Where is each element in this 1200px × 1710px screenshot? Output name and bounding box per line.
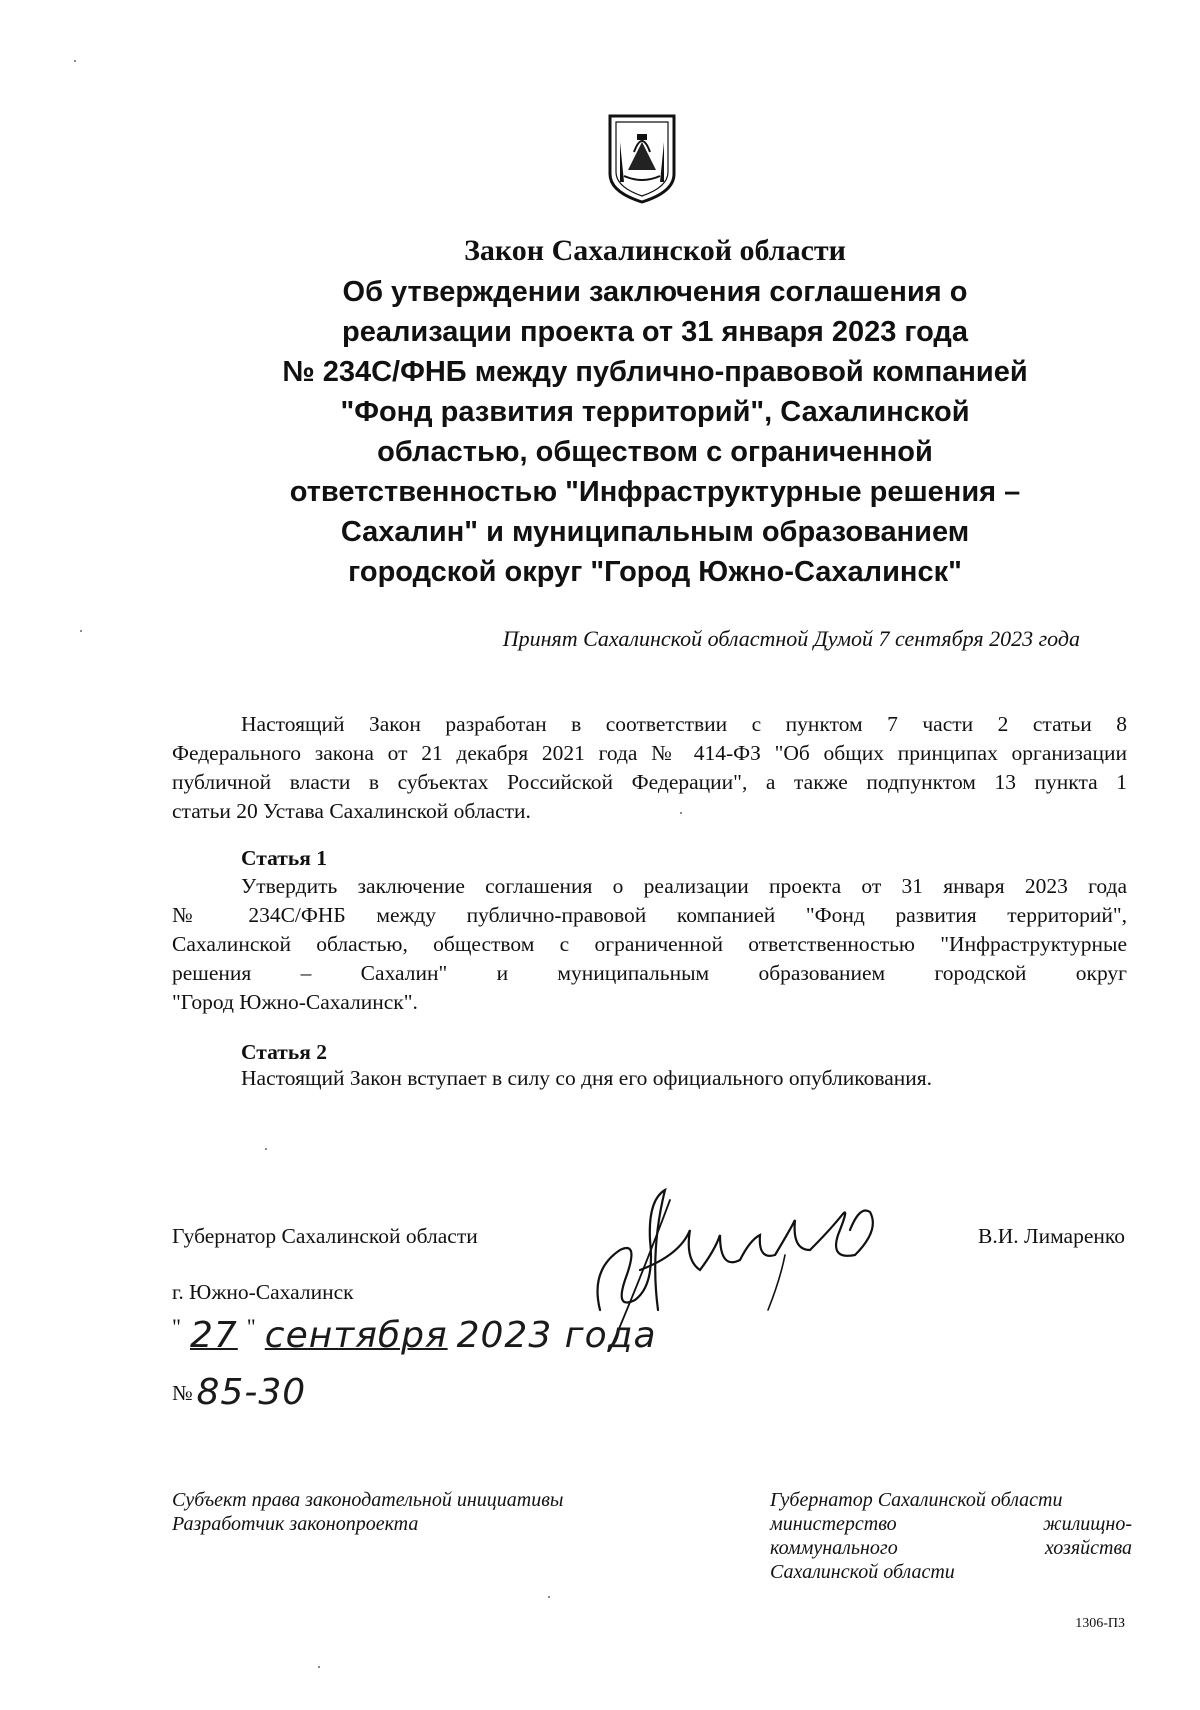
paragraph-line: Федерального закона от 21 декабря 2021 года № 414-ФЗ "Об общих принципах организации bbox=[172, 741, 1127, 765]
date-day: 27 bbox=[189, 1315, 238, 1356]
title-line: № 234С/ФНБ между публично-правовой компанией bbox=[282, 356, 1028, 388]
paragraph-line: Сахалинской областью, обществом с ограниченной ответственностью "Инфраструктурные bbox=[172, 932, 1127, 956]
paragraph-line: Утвердить заключение соглашения о реализации проекта от 31 января 2023 года bbox=[241, 874, 1127, 898]
title-line: ответственностью "Инфраструктурные решения – bbox=[289, 476, 1021, 508]
footer-word: министерство bbox=[770, 1513, 897, 1535]
footer-line: Субъект права законодательной инициативы bbox=[172, 1489, 564, 1511]
signing-date bbox=[172, 1314, 657, 1356]
article-1-heading: Статья 1 bbox=[241, 846, 327, 870]
coat-of-arms-emblem bbox=[604, 112, 680, 204]
title-line: Сахалин" и муниципальным образованием bbox=[340, 516, 970, 548]
number-sign: № bbox=[172, 1381, 193, 1405]
scan-speck bbox=[74, 60, 76, 62]
title-line: городской округ "Город Южно-Сахалинск" bbox=[348, 556, 962, 588]
title-line: областью, обществом с ограниченной bbox=[377, 436, 933, 468]
document-code: 1306-ПЗ bbox=[1075, 1616, 1125, 1631]
footer-left bbox=[172, 1488, 563, 1536]
law-number-value: 85-30 bbox=[196, 1372, 307, 1413]
footer-word: хозяйства bbox=[1044, 1537, 1132, 1559]
footer-line: Сахалинской области bbox=[770, 1561, 955, 1583]
scan-speck bbox=[80, 630, 82, 632]
footer-line bbox=[770, 1536, 1132, 1560]
footer-right bbox=[770, 1488, 1132, 1584]
title-line: Об утверждении заключения соглашения о bbox=[342, 276, 968, 308]
article-2-text: Настоящий Закон вступает в силу со дня его официального опубликования. bbox=[241, 1066, 933, 1090]
scan-speck bbox=[318, 1666, 320, 1668]
paragraph-line: публичной власти в субъектах Российской Федерации", а также подпунктом 13 пункта 1 bbox=[172, 770, 1127, 794]
scan-speck bbox=[680, 812, 682, 814]
paragraph-line: статьи 20 Устава Сахалинской области. bbox=[172, 799, 531, 823]
paragraph-line: Настоящий Закон разработан в соответствии с пунктом 7 части 2 статьи 8 bbox=[241, 712, 1127, 736]
footer-line: Разработчик законопроекта bbox=[172, 1513, 419, 1535]
signing-city: г. Южно-Сахалинск bbox=[172, 1280, 354, 1304]
title-line: "Фонд развития территорий", Сахалинской bbox=[340, 396, 970, 428]
scan-speck bbox=[265, 1148, 267, 1150]
paragraph-line: "Город Южно-Сахалинск". bbox=[172, 990, 418, 1014]
date-quote-close: " bbox=[246, 1314, 256, 1339]
date-month: сентября bbox=[264, 1315, 448, 1356]
footer-line: Губернатор Сахалинской области bbox=[770, 1489, 1063, 1511]
article-2-heading: Статья 2 bbox=[241, 1040, 327, 1064]
footer-word: коммунального bbox=[770, 1537, 898, 1559]
signatory-position: Губернатор Сахалинской области bbox=[172, 1224, 478, 1248]
scan-speck bbox=[548, 1596, 550, 1598]
adoption-note: Принят Сахалинской областной Думой 7 сентября 2023 года bbox=[502, 626, 1080, 651]
intro-paragraph bbox=[172, 710, 1127, 826]
footer-word: жилищно- bbox=[1042, 1513, 1132, 1535]
date-year: 2023 года bbox=[456, 1315, 657, 1356]
document-kind: Закон Сахалинской области bbox=[464, 234, 846, 267]
law-number bbox=[172, 1372, 306, 1413]
title-line: реализации проекта от 31 января 2023 года bbox=[342, 316, 968, 348]
paragraph-line: решения – Сахалин" и муниципальным образованием городской округ bbox=[172, 961, 1127, 985]
date-quote-open: " bbox=[172, 1314, 181, 1339]
article-1-text bbox=[172, 872, 1127, 1017]
footer-line bbox=[770, 1512, 1132, 1536]
signatory-name: В.И. Лимаренко bbox=[978, 1224, 1125, 1248]
paragraph-line: № 234С/ФНБ между публично-правовой компанией "Фонд развития территорий", bbox=[172, 903, 1127, 927]
document-title bbox=[240, 272, 1070, 592]
